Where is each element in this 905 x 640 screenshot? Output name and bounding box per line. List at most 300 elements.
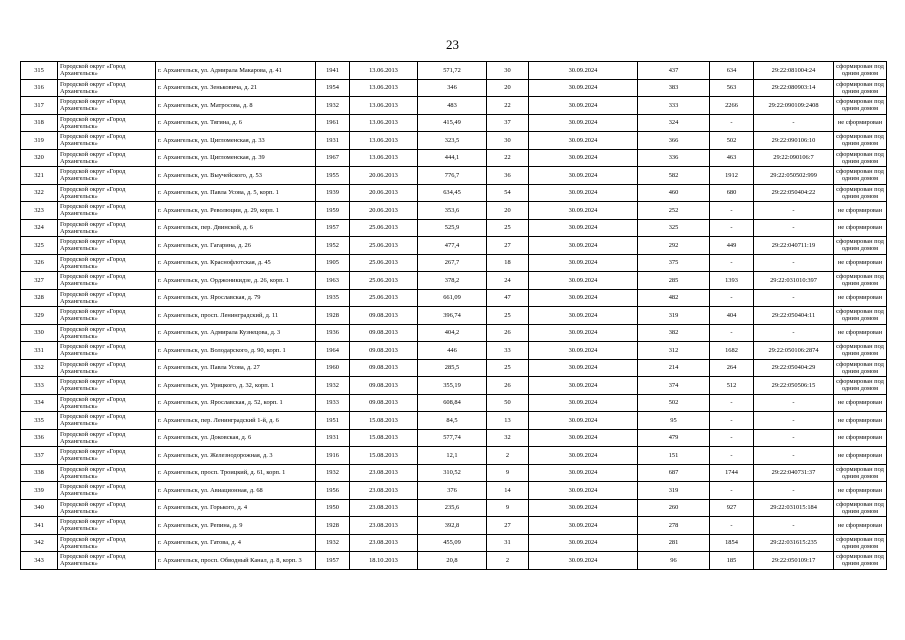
deadline-cell: 30.09.2024 [529,552,638,570]
deadline-cell: 30.09.2024 [529,359,638,377]
build-year-cell: 1931 [316,429,350,447]
value-cell: 502 [638,394,710,412]
build-year-cell: 1936 [316,324,350,342]
count-cell: 37 [487,114,529,132]
plot-area-cell: 1854 [710,534,754,552]
address-cell: г. Архангельск, ул. Адмирала Кузнецова, д. 3 [156,324,316,342]
table-row [21,167,887,185]
plot-status-cell: сформирован под одним домом [834,534,887,552]
organization-cell: Городской округ «Город Архангельск» [58,114,156,132]
plot-area-cell: - [710,394,754,412]
value-cell: 383 [638,79,710,97]
deadline-cell: 30.09.2024 [529,307,638,325]
cadastral-number-cell: 29:22:050502:999 [754,167,834,185]
area-cell: 396,74 [418,307,487,325]
deadline-cell: 30.09.2024 [529,517,638,535]
organization-cell: Городской округ «Город Архангельск» [58,307,156,325]
area-cell: 446 [418,342,487,360]
area-cell: 285,5 [418,359,487,377]
plot-status-cell: не сформирован [834,517,887,535]
plot-area-cell: 634 [710,62,754,80]
value-cell: 252 [638,202,710,220]
plot-status-cell: не сформирован [834,202,887,220]
deadline-cell: 30.09.2024 [529,482,638,500]
deadline-cell: 30.09.2024 [529,97,638,115]
count-cell: 13 [487,412,529,430]
value-cell: 582 [638,167,710,185]
row-number-cell: 315 [21,62,58,80]
deadline-cell: 30.09.2024 [529,132,638,150]
area-cell: 84,5 [418,412,487,430]
address-cell: г. Архангельск, ул. Цигломенская, д. 33 [156,132,316,150]
count-cell: 26 [487,324,529,342]
plot-status-cell: не сформирован [834,394,887,412]
build-year-cell: 1905 [316,254,350,272]
build-year-cell: 1939 [316,184,350,202]
deadline-cell: 30.09.2024 [529,412,638,430]
plot-area-cell: - [710,447,754,465]
address-cell: г. Архангельск, ул. Адмирала Макарова, д. 41 [156,62,316,80]
build-year-cell: 1935 [316,289,350,307]
cadastral-number-cell: 29:22:050404:11 [754,307,834,325]
page-number: 23 [446,37,459,52]
cadastral-number-cell: 29:22:090109:2408 [754,97,834,115]
plot-status-cell: сформирован под одним домом [834,184,887,202]
plot-area-cell: 404 [710,307,754,325]
plot-area-cell: 449 [710,237,754,255]
plot-area-cell: - [710,412,754,430]
plot-area-cell: 2266 [710,97,754,115]
organization-cell: Городской округ «Город Архангельск» [58,412,156,430]
organization-cell: Городской округ «Город Архангельск» [58,394,156,412]
table-row [21,272,887,290]
table-row [21,324,887,342]
plot-status-cell: сформирован под одним домом [834,97,887,115]
table-row [21,184,887,202]
plot-area-cell: - [710,517,754,535]
address-cell: г. Архангельск, просп. Троицкий, д. 61, корп. 1 [156,464,316,482]
row-number-cell: 342 [21,534,58,552]
row-number-cell: 329 [21,307,58,325]
cadastral-number-cell: 29:22:031615:235 [754,534,834,552]
table-row [21,552,887,570]
cadastral-number-cell: 29:22:081004:24 [754,62,834,80]
table-row [21,202,887,220]
row-number-cell: 332 [21,359,58,377]
cadastral-number-cell: - [754,219,834,237]
build-year-cell: 1954 [316,79,350,97]
count-cell: 20 [487,202,529,220]
plot-status-cell: сформирован под одним домом [834,132,887,150]
date-cell: 23.08.2013 [350,464,418,482]
count-cell: 54 [487,184,529,202]
deadline-cell: 30.09.2024 [529,219,638,237]
address-cell: г. Архангельск, пер. Двинской, д. 6 [156,219,316,237]
organization-cell: Городской округ «Город Архангельск» [58,534,156,552]
row-number-cell: 340 [21,499,58,517]
row-number-cell: 316 [21,79,58,97]
value-cell: 687 [638,464,710,482]
plot-area-cell: 185 [710,552,754,570]
organization-cell: Городской округ «Город Архангельск» [58,184,156,202]
date-cell: 09.08.2013 [350,377,418,395]
value-cell: 366 [638,132,710,150]
build-year-cell: 1932 [316,377,350,395]
count-cell: 50 [487,394,529,412]
cadastral-number-cell: 29:22:090106:10 [754,132,834,150]
cadastral-number-cell: 29:22:031010:397 [754,272,834,290]
table-row [21,254,887,272]
area-cell: 577,74 [418,429,487,447]
row-number-cell: 338 [21,464,58,482]
deadline-cell: 30.09.2024 [529,272,638,290]
row-number-cell: 335 [21,412,58,430]
cadastral-number-cell: 29:22:050109:17 [754,552,834,570]
row-number-cell: 322 [21,184,58,202]
count-cell: 32 [487,429,529,447]
date-cell: 09.08.2013 [350,342,418,360]
plot-area-cell: 264 [710,359,754,377]
deadline-cell: 30.09.2024 [529,394,638,412]
value-cell: 151 [638,447,710,465]
row-number-cell: 321 [21,167,58,185]
address-cell: г. Архангельск, ул. Ярославская, д. 52, корп. 1 [156,394,316,412]
count-cell: 36 [487,167,529,185]
table-row [21,394,887,412]
date-cell: 20.06.2013 [350,167,418,185]
date-cell: 09.08.2013 [350,359,418,377]
cadastral-number-cell: - [754,412,834,430]
build-year-cell: 1932 [316,464,350,482]
plot-area-cell: 927 [710,499,754,517]
plot-status-cell: сформирован под одним домом [834,552,887,570]
cadastral-number-cell: 29:22:040711:19 [754,237,834,255]
value-cell: 96 [638,552,710,570]
count-cell: 2 [487,552,529,570]
organization-cell: Городской округ «Город Архангельск» [58,289,156,307]
plot-status-cell: сформирован под одним домом [834,272,887,290]
date-cell: 13.06.2013 [350,79,418,97]
organization-cell: Городской округ «Город Архангельск» [58,342,156,360]
value-cell: 375 [638,254,710,272]
area-cell: 404,2 [418,324,487,342]
address-cell: г. Архангельск, пер. Ленинградский 1-й, д. 6 [156,412,316,430]
date-cell: 23.08.2013 [350,499,418,517]
date-cell: 23.08.2013 [350,482,418,500]
area-cell: 634,45 [418,184,487,202]
count-cell: 18 [487,254,529,272]
deadline-cell: 30.09.2024 [529,167,638,185]
area-cell: 12,1 [418,447,487,465]
plot-status-cell: не сформирован [834,482,887,500]
plot-status-cell: сформирован под одним домом [834,237,887,255]
count-cell: 24 [487,272,529,290]
cadastral-number-cell: 29:22:040731:37 [754,464,834,482]
date-cell: 25.06.2013 [350,219,418,237]
deadline-cell: 30.09.2024 [529,429,638,447]
organization-cell: Городской округ «Город Архангельск» [58,237,156,255]
table-row [21,377,887,395]
row-number-cell: 324 [21,219,58,237]
date-cell: 25.06.2013 [350,237,418,255]
row-number-cell: 330 [21,324,58,342]
cadastral-number-cell: - [754,447,834,465]
table-row [21,132,887,150]
row-number-cell: 327 [21,272,58,290]
count-cell: 47 [487,289,529,307]
deadline-cell: 30.09.2024 [529,377,638,395]
deadline-cell: 30.09.2024 [529,254,638,272]
value-cell: 374 [638,377,710,395]
table-row [21,499,887,517]
plot-area-cell: 1744 [710,464,754,482]
organization-cell: Городской округ «Город Архангельск» [58,464,156,482]
date-cell: 13.06.2013 [350,132,418,150]
cadastral-number-cell: - [754,429,834,447]
deadline-cell: 30.09.2024 [529,237,638,255]
row-number-cell: 331 [21,342,58,360]
organization-cell: Городской округ «Город Архангельск» [58,517,156,535]
organization-cell: Городской округ «Город Архангельск» [58,79,156,97]
organization-cell: Городской округ «Город Архангельск» [58,97,156,115]
table-body [21,62,887,570]
cadastral-number-cell: - [754,324,834,342]
row-number-cell: 328 [21,289,58,307]
address-cell: г. Архангельск, ул. Гатова, д. 4 [156,534,316,552]
plot-status-cell: не сформирован [834,412,887,430]
area-cell: 415,49 [418,114,487,132]
build-year-cell: 1941 [316,62,350,80]
deadline-cell: 30.09.2024 [529,184,638,202]
build-year-cell: 1928 [316,517,350,535]
plot-status-cell: не сформирован [834,289,887,307]
value-cell: 292 [638,237,710,255]
deadline-cell: 30.09.2024 [529,79,638,97]
value-cell: 312 [638,342,710,360]
area-cell: 20,8 [418,552,487,570]
value-cell: 336 [638,149,710,167]
row-number-cell: 323 [21,202,58,220]
row-number-cell: 333 [21,377,58,395]
address-cell: г. Архангельск, ул. Павла Усова, д. 27 [156,359,316,377]
address-cell: г. Архангельск, ул. Урицкого, д. 32, корп. 1 [156,377,316,395]
build-year-cell: 1963 [316,272,350,290]
count-cell: 31 [487,534,529,552]
plot-area-cell: - [710,429,754,447]
row-number-cell: 341 [21,517,58,535]
table-row [21,97,887,115]
row-number-cell: 339 [21,482,58,500]
count-cell: 9 [487,464,529,482]
cadastral-number-cell: - [754,114,834,132]
value-cell: 214 [638,359,710,377]
area-cell: 355,19 [418,377,487,395]
value-cell: 319 [638,307,710,325]
value-cell: 281 [638,534,710,552]
address-cell: г. Архангельск, просп. Обводный Канал, д. 8, корп. 3 [156,552,316,570]
count-cell: 30 [487,132,529,150]
count-cell: 30 [487,62,529,80]
value-cell: 325 [638,219,710,237]
count-cell: 27 [487,237,529,255]
build-year-cell: 1961 [316,114,350,132]
area-cell: 378,2 [418,272,487,290]
plot-status-cell: сформирован под одним домом [834,62,887,80]
build-year-cell: 1967 [316,149,350,167]
address-cell: г. Архангельск, ул. Железнодорожная, д. 3 [156,447,316,465]
area-cell: 776,7 [418,167,487,185]
plot-status-cell: сформирован под одним домом [834,149,887,167]
row-number-cell: 325 [21,237,58,255]
plot-area-cell: - [710,324,754,342]
organization-cell: Городской округ «Город Архангельск» [58,429,156,447]
deadline-cell: 30.09.2024 [529,499,638,517]
plot-area-cell: 502 [710,132,754,150]
plot-status-cell: сформирован под одним домом [834,79,887,97]
plot-area-cell: - [710,219,754,237]
organization-cell: Городской округ «Город Архангельск» [58,482,156,500]
cadastral-number-cell: - [754,394,834,412]
address-cell: г. Архангельск, ул. Выучейского, д. 53 [156,167,316,185]
count-cell: 14 [487,482,529,500]
plot-area-cell: 563 [710,79,754,97]
count-cell: 26 [487,377,529,395]
address-cell: г. Архангельск, ул. Горького, д. 4 [156,499,316,517]
address-cell: г. Архангельск, просп. Ленинградский, д. 11 [156,307,316,325]
date-cell: 13.06.2013 [350,114,418,132]
value-cell: 319 [638,482,710,500]
cadastral-number-cell: 29:22:031015:184 [754,499,834,517]
area-cell: 571,72 [418,62,487,80]
organization-cell: Городской округ «Город Архангельск» [58,552,156,570]
deadline-cell: 30.09.2024 [529,534,638,552]
count-cell: 33 [487,342,529,360]
build-year-cell: 1916 [316,447,350,465]
table-row [21,464,887,482]
cadastral-number-cell: - [754,482,834,500]
deadline-cell: 30.09.2024 [529,324,638,342]
plot-status-cell: не сформирован [834,429,887,447]
date-cell: 23.08.2013 [350,534,418,552]
date-cell: 25.06.2013 [350,289,418,307]
area-cell: 483 [418,97,487,115]
address-cell: г. Архангельск, ул. Гагарина, д. 26 [156,237,316,255]
area-cell: 455,09 [418,534,487,552]
value-cell: 382 [638,324,710,342]
area-cell: 392,8 [418,517,487,535]
build-year-cell: 1957 [316,552,350,570]
area-cell: 661,09 [418,289,487,307]
build-year-cell: 1964 [316,342,350,360]
plot-area-cell: 1912 [710,167,754,185]
address-cell: г. Архангельск, ул. Зеньковича, д. 21 [156,79,316,97]
row-number-cell: 326 [21,254,58,272]
plot-area-cell: 463 [710,149,754,167]
plot-status-cell: сформирован под одним домом [834,464,887,482]
table-row [21,219,887,237]
date-cell: 13.06.2013 [350,97,418,115]
address-cell: г. Архангельск, ул. Тягина, д. 6 [156,114,316,132]
value-cell: 278 [638,517,710,535]
build-year-cell: 1932 [316,97,350,115]
count-cell: 9 [487,499,529,517]
deadline-cell: 30.09.2024 [529,289,638,307]
row-number-cell: 337 [21,447,58,465]
organization-cell: Городской округ «Город Архангельск» [58,359,156,377]
area-cell: 267,7 [418,254,487,272]
cadastral-number-cell: - [754,254,834,272]
plot-status-cell: сформирован под одним домом [834,307,887,325]
plot-area-cell: 512 [710,377,754,395]
count-cell: 25 [487,307,529,325]
row-number-cell: 320 [21,149,58,167]
address-cell: г. Архангельск, ул. Краснофлотская, д. 45 [156,254,316,272]
date-cell: 13.06.2013 [350,149,418,167]
count-cell: 22 [487,149,529,167]
plot-area-cell: - [710,289,754,307]
area-cell: 376 [418,482,487,500]
area-cell: 235,6 [418,499,487,517]
date-cell: 13.06.2013 [350,62,418,80]
plot-area-cell: - [710,202,754,220]
organization-cell: Городской округ «Город Архангельск» [58,219,156,237]
address-cell: г. Архангельск, ул. Орджоникидзе, д. 26, корп. 1 [156,272,316,290]
plot-status-cell: не сформирован [834,324,887,342]
date-cell: 20.06.2013 [350,184,418,202]
address-cell: г. Архангельск, ул. Павла Усова, д. 5, корп. 1 [156,184,316,202]
area-cell: 353,6 [418,202,487,220]
area-cell: 525,9 [418,219,487,237]
cadastral-number-cell: - [754,517,834,535]
plot-status-cell: не сформирован [834,447,887,465]
value-cell: 482 [638,289,710,307]
cadastral-number-cell: 29:22:050106:2874 [754,342,834,360]
row-number-cell: 336 [21,429,58,447]
organization-cell: Городской округ «Город Архангельск» [58,324,156,342]
count-cell: 25 [487,219,529,237]
plot-status-cell: сформирован под одним домом [834,377,887,395]
plot-area-cell: - [710,254,754,272]
table-row [21,429,887,447]
cadastral-number-cell: 29:22:080903:14 [754,79,834,97]
count-cell: 20 [487,79,529,97]
deadline-cell: 30.09.2024 [529,62,638,80]
plot-area-cell: 1682 [710,342,754,360]
plot-status-cell: сформирован под одним домом [834,359,887,377]
organization-cell: Городской округ «Город Архангельск» [58,167,156,185]
value-cell: 324 [638,114,710,132]
organization-cell: Городской округ «Город Архангельск» [58,132,156,150]
date-cell: 23.08.2013 [350,517,418,535]
table-row [21,307,887,325]
build-year-cell: 1952 [316,237,350,255]
count-cell: 25 [487,359,529,377]
table-row [21,342,887,360]
row-number-cell: 318 [21,114,58,132]
build-year-cell: 1960 [316,359,350,377]
plot-status-cell: сформирован под одним домом [834,342,887,360]
organization-cell: Городской округ «Город Архангельск» [58,447,156,465]
deadline-cell: 30.09.2024 [529,447,638,465]
plot-status-cell: не сформирован [834,219,887,237]
build-year-cell: 1933 [316,394,350,412]
table-row [21,482,887,500]
build-year-cell: 1928 [316,307,350,325]
cadastral-number-cell: 29:22:090106:7 [754,149,834,167]
cadastral-number-cell: - [754,289,834,307]
area-cell: 310,52 [418,464,487,482]
table-row [21,447,887,465]
